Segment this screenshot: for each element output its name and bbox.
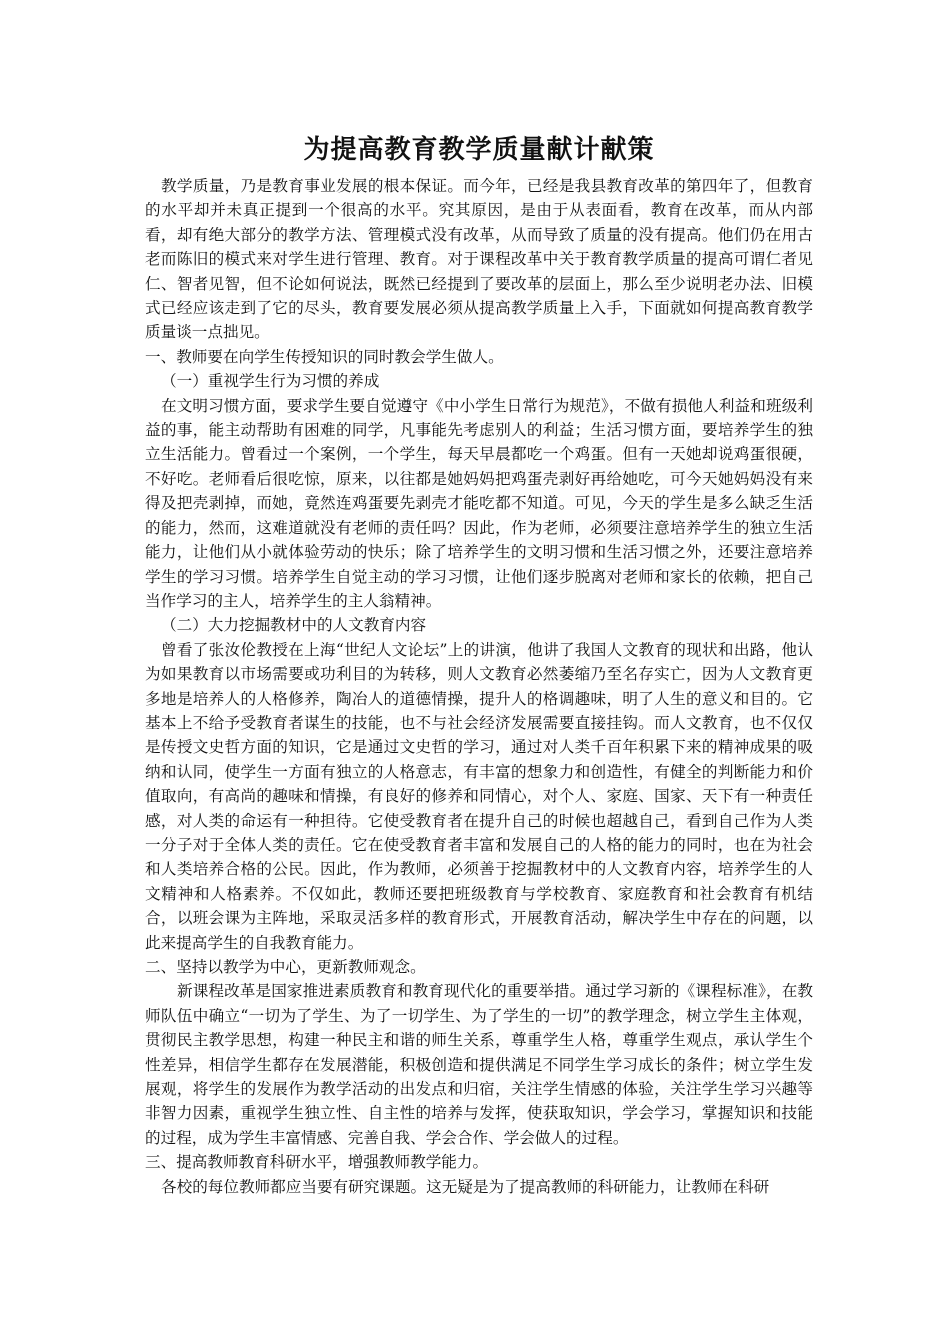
document-title: 为提高教育教学质量献计献策 xyxy=(303,135,655,165)
body-paragraph-humanities: 曾看了张汝伦教授在上海“世纪人文论坛”上的讲演，他讲了我国人文教育的现状和出路，他认为如果教育以市场需要或功利目的为转移，则人文教育必然萎缩乃至名存实亡，因为人文教育更多地是培养人的人格修养，陶冶人的道德情操，提升人的格调趣味，明了人生的意义和目的。它基本上不给予受教育者谋生的技能，也不与社会经济发展需要直接挂钩。而人文教育，也不仅仅是传授文史哲方面的知识，它是通过文史哲的学习，通过对人类千百年积累下来的精神成果的吸纳和认同，使学生一方面有独立的人格意志，有丰富的想象力和创造性，有健全的判断能力和价值取向，有高尚的趣味和情操，有良好的修养和同情心，对个人、家庭、国家、天下有一种责任感，对人类的命运有一种担待。它使受教育者在提升自己的时候也超越自己，看到自己作为人类一分子对于全体人类的责任。它在使受教育者丰富和发展自己的人格的能力的同时，也在为社会和人类培养合格的公民。因此，作为教师，必须善于挖掘教材中的人文教育内容，培养学生的人文精神和人格素养。不仅如此，教师还要把班级教育与学校教育、家庭教育和社会教育有机结合，以班会课为主阵地，采取灵活多样的教育形式，开展教育活动，解决学生中存在的问题，以此来提高学生的自我教育能力。 xyxy=(145,640,813,952)
section-heading-3: 三、提高教师教育科研水平，增强教师教学能力。 xyxy=(145,1153,489,1172)
subsection-heading-1-1: （一）重视学生行为习惯的养成 xyxy=(161,372,380,391)
body-paragraph-curriculum: 新课程改革是国家推进素质教育和教育现代化的重要举措。通过学习新的《课程标准》，在教师队伍中确立“一切为了学生、为了一切学生、为了学生的一切”的教学理念，树立学生主体观，贯彻民主教学思想，构建一种民主和谐的师生关系，尊重学生人格，尊重学生观点，承认学生个性差异，相信学生都存在发展潜能，积极创造和提供满足不同学生学习成长的条件；树立学生发展观，将学生的发展作为教学活动的出发点和归宿，关注学生情感的体验，关注学生学习兴趣等非智力因素，重视学生独立性、自主性的培养与发挥，使获取知识，学会学习，掌握知识和技能的过程，成为学生丰富情感、完善自我、学会合作、学会做人的过程。 xyxy=(145,982,813,1147)
body-paragraph-research: 各校的每位教师都应当要有研究课题。这无疑是为了提高教师的科研能力，让教师在科研 xyxy=(161,1177,770,1196)
section-heading-1: 一、教师要在向学生传授知识的同时教会学生做人。 xyxy=(145,347,504,366)
body-paragraph-habits: 在文明习惯方面，要求学生要自觉遵守《中小学生日常行为规范》，不做有损他人利益和班级利益的事，能主动帮助有困难的同学，凡事能先考虑别人的利益；生活习惯方面，要培养学生的独立生活能力。曾看过一个案例，一个学生，每天早晨都吃一个鸡蛋。但有一天她却说鸡蛋很硬，不好吃。老师看后很吃惊，原来，以往都是她妈妈把鸡蛋壳剥好再给她吃，可今天她妈妈没有来得及把壳剥掉，而她，竟然连鸡蛋要先剥壳才能吃都不知道。可见，今天的学生是多么缺乏生活的能力，然而，这难道就没有老师的责任吗？因此，作为老师，必须要注意培养学生的独立生活能力，让他们从小就体验劳动的快乐；除了培养学生的文明习惯和生活习惯之外，还要注意培养学生的学习习惯。培养学生自觉主动的学习习惯，让他们逐步脱离对老师和家长的依赖，把自己当作学习的主人，培养学生的主人翁精神。 xyxy=(145,396,813,610)
intro-paragraph: 教学质量，乃是教育事业发展的根本保证。而今年，已经是我县教育改革的第四年了，但教育的水平却并未真正提到一个很高的水平。究其原因，是由于从表面看，教育在改革，而从内部看，却有绝大部分的教学方法、管理模式没有改革，从而导致了质量的没有提高。他们仍在用古老而陈旧的模式来对学生进行管理、教育。对于课程改革中关于教育教学质量的提高可谓仁者见仁、智者见智，但不论如何说法，既然已经提到了要改革的层面上，那么至少说明老办法、旧模式已经应该走到了它的尽头，教育要发展必须从提高教学质量上入手，下面就如何提高教育教学质量谈一点拙见。 xyxy=(145,177,813,342)
subsection-heading-1-2: （二）大力挖掘教材中的人文教育内容 xyxy=(161,616,427,635)
section-heading-2: 二、坚持以教学为中心，更新教师观念。 xyxy=(145,958,426,976)
document-page xyxy=(145,130,813,1199)
